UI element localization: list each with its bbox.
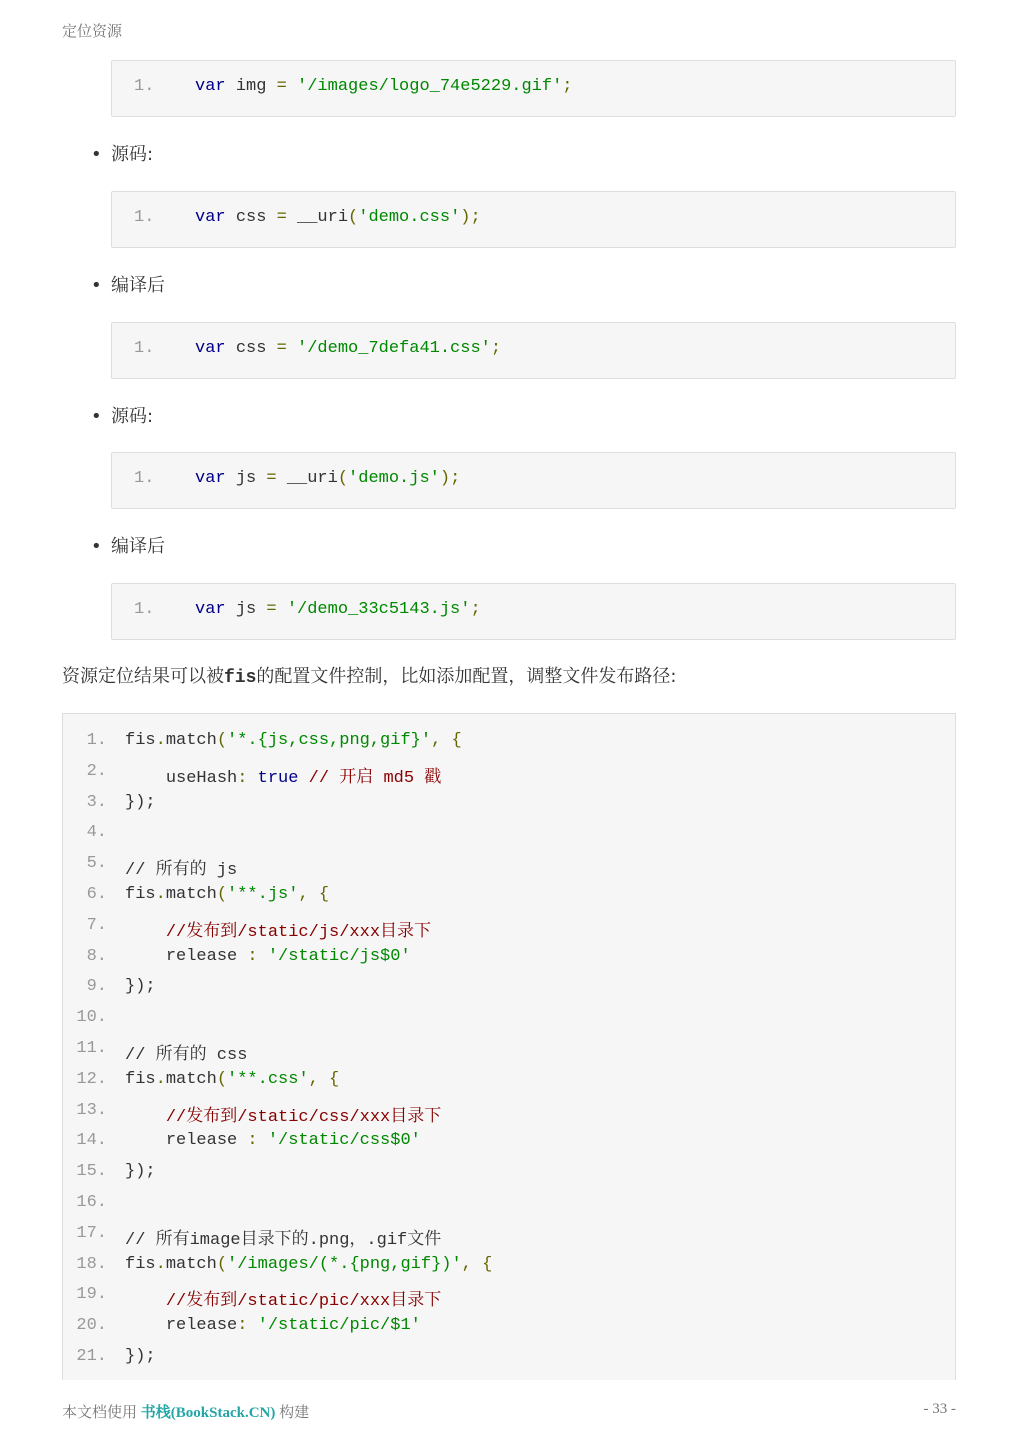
line-number: 14. <box>76 1131 107 1150</box>
footer-prefix: 本文档使用 <box>62 1405 138 1421</box>
line-number: 1. <box>134 339 155 358</box>
paragraph-text: 的配置文件控制，比如添加配置，调整文件发布路径: <box>256 666 677 687</box>
code-keyword: var <box>195 208 226 227</box>
code-function: __uri <box>297 208 349 227</box>
code-block <box>111 191 956 248</box>
line-number: 1. <box>134 600 155 619</box>
code-identifier: js <box>235 600 257 619</box>
line-number: 12. <box>76 1070 107 1089</box>
code-punct: : <box>237 1316 248 1335</box>
code-comment: //发布到/static/js/xxx目录下 <box>165 923 432 942</box>
code-comment: // 开启 md5 戳 <box>308 769 442 788</box>
code-identifier: fis <box>125 1070 156 1089</box>
line-number: 5. <box>86 854 107 873</box>
code-function: match <box>165 1255 217 1274</box>
list-item <box>91 271 165 297</box>
code-comment: // 所有image目录下的.png，.gif文件 <box>125 1231 442 1250</box>
code-punct: ( <box>216 1255 228 1274</box>
code-line <box>195 469 460 488</box>
code-line: }); <box>125 1347 156 1366</box>
code-punct: , { <box>461 1255 493 1274</box>
code-punct: : <box>237 947 258 966</box>
line-number: 11. <box>76 1039 107 1058</box>
line-number: 20. <box>76 1316 107 1335</box>
line-number: 1. <box>134 469 155 488</box>
code-string: '/static/pic/$1' <box>257 1316 421 1335</box>
code-punct: ( <box>348 208 359 227</box>
inline-code: fis <box>224 668 257 688</box>
code-line <box>125 1131 421 1150</box>
list-item-label: 源码: <box>111 406 154 427</box>
line-number: 1. <box>134 77 155 96</box>
code-punct: . <box>155 731 166 750</box>
paragraph-text: 资源定位结果可以被 <box>62 666 224 687</box>
code-line <box>125 947 411 966</box>
code-function: __uri <box>286 469 338 488</box>
code-comment: //发布到/static/css/xxx目录下 <box>165 1108 442 1127</box>
code-identifier: fis <box>125 731 156 750</box>
code-punct: . <box>155 885 166 904</box>
code-punct: ( <box>216 885 228 904</box>
bullet-icon: • <box>91 275 102 296</box>
line-number: 3. <box>86 793 107 812</box>
code-punct: : <box>237 1131 258 1150</box>
code-identifier: img <box>235 77 267 96</box>
code-punct: , { <box>298 885 330 904</box>
code-line <box>125 1316 421 1335</box>
code-line <box>125 1255 492 1274</box>
code-punct: . <box>155 1070 166 1089</box>
line-number: 13. <box>76 1101 107 1120</box>
footer-brand-link[interactable]: 书栈(BookStack.CN) <box>140 1405 276 1421</box>
line-number: 10. <box>76 1008 107 1027</box>
line-number: 2. <box>86 762 107 781</box>
page-number: - 33 - <box>923 1401 956 1417</box>
code-operator: = <box>266 469 277 488</box>
line-number: 15. <box>76 1162 107 1181</box>
line-number: 19. <box>76 1285 107 1304</box>
footer-suffix: 构建 <box>279 1405 310 1421</box>
code-block <box>111 583 956 640</box>
code-line <box>195 208 481 227</box>
line-number: 6. <box>86 885 107 904</box>
code-identifier: release <box>165 1316 238 1335</box>
list-item-label: 编译后 <box>111 275 165 296</box>
code-string: '/static/css$0' <box>267 1131 421 1150</box>
code-string: '**.css' <box>227 1070 309 1089</box>
bullet-icon: • <box>91 536 102 557</box>
code-function: match <box>165 885 217 904</box>
code-block <box>111 452 956 509</box>
code-string: 'demo.css' <box>358 208 461 227</box>
code-string: '/static/js$0' <box>267 947 411 966</box>
code-line <box>195 600 481 619</box>
code-string: '/demo_33c5143.js' <box>286 600 471 619</box>
list-item <box>91 532 165 558</box>
code-operator: = <box>266 600 277 619</box>
code-line <box>125 1101 441 1127</box>
code-punct: . <box>155 1255 166 1274</box>
code-line <box>125 1070 339 1089</box>
code-comment: // 所有的 js <box>125 861 238 880</box>
code-string: '/demo_7defa41.css' <box>297 339 491 358</box>
code-punct: : <box>237 769 248 788</box>
code-punct: ; <box>490 339 502 358</box>
code-function: match <box>165 1070 217 1089</box>
bullet-icon: • <box>91 406 102 427</box>
code-identifier: fis <box>125 1255 156 1274</box>
code-punct: , { <box>431 731 462 750</box>
code-punct: ( <box>337 469 349 488</box>
code-block <box>111 60 956 117</box>
code-punct: ); <box>460 208 481 227</box>
code-keyword: var <box>195 339 226 358</box>
code-line: }); <box>125 977 156 996</box>
code-string: '/images/(*.{png,gif})' <box>227 1255 462 1274</box>
code-string: '**.js' <box>227 885 299 904</box>
code-punct: ; <box>470 600 481 619</box>
code-punct: , { <box>308 1070 340 1089</box>
code-identifier: release <box>165 947 238 966</box>
code-operator: = <box>276 339 287 358</box>
line-number: 8. <box>86 947 107 966</box>
code-keyword: var <box>195 77 226 96</box>
code-comment: //发布到/static/pic/xxx目录下 <box>165 1292 442 1311</box>
line-number: 21. <box>76 1347 107 1366</box>
code-identifier: useHash <box>165 769 238 788</box>
line-number: 9. <box>86 977 107 996</box>
code-function: match <box>165 731 217 750</box>
list-item-label: 编译后 <box>111 536 165 557</box>
bullet-icon: • <box>91 144 102 165</box>
code-punct: ; <box>562 77 573 96</box>
code-operator: = <box>276 208 287 227</box>
code-line <box>195 77 572 96</box>
line-number: 1. <box>86 731 107 750</box>
code-identifier: release <box>165 1131 238 1150</box>
line-number: 4. <box>86 823 107 842</box>
line-number: 1. <box>134 208 155 227</box>
list-item <box>91 402 153 428</box>
code-keyword: var <box>195 469 226 488</box>
code-line <box>195 339 501 358</box>
code-block <box>111 322 956 379</box>
code-string: 'demo.js' <box>348 469 440 488</box>
code-line: }); <box>125 793 156 812</box>
list-item <box>91 140 153 166</box>
page-header: 定位资源 <box>62 24 123 40</box>
code-comment: // 所有的 css <box>125 1046 248 1065</box>
code-punct: ); <box>439 469 461 488</box>
code-identifier: fis <box>125 885 156 904</box>
code-operator: = <box>276 77 287 96</box>
line-number: 18. <box>76 1255 107 1274</box>
code-line <box>125 762 441 788</box>
code-punct: ( <box>216 1070 228 1089</box>
line-number: 16. <box>76 1193 107 1212</box>
code-line <box>125 916 431 942</box>
code-string: '*.{js,css,png,gif}' <box>227 731 432 750</box>
list-item-label: 源码: <box>111 144 154 165</box>
line-number: 7. <box>86 916 107 935</box>
body-paragraph <box>62 662 676 688</box>
code-keyword: true <box>257 769 299 788</box>
code-punct: ( <box>216 731 228 750</box>
code-line <box>125 885 329 904</box>
code-line <box>125 1285 441 1311</box>
config-code-block <box>62 713 956 1380</box>
page-footer <box>62 1401 309 1422</box>
code-line <box>125 731 462 750</box>
code-identifier: js <box>235 469 257 488</box>
line-number: 17. <box>76 1224 107 1243</box>
code-identifier: css <box>235 339 267 358</box>
code-identifier: css <box>235 208 267 227</box>
code-string: '/images/logo_74e5229.gif' <box>297 77 563 96</box>
code-keyword: var <box>195 600 226 619</box>
code-line: }); <box>125 1162 156 1181</box>
